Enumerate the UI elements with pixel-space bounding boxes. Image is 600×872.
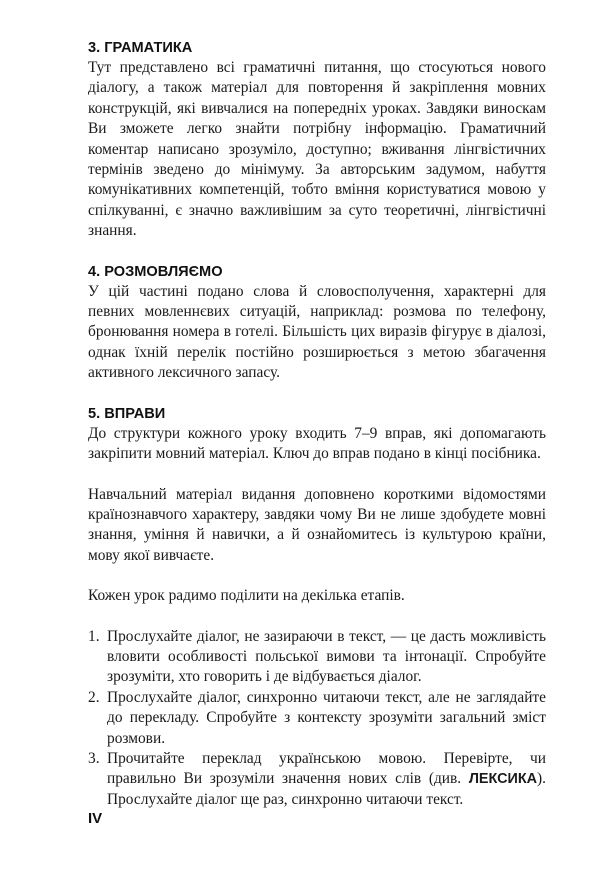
section-exercises [88,404,546,465]
section-grammar [88,38,546,242]
section-conversation [88,262,546,384]
list-item-text-before: Прочитайте переклад українською мовою. Перевірте, чи правильно Ви зрозуміли значення нових слів (див. [107,749,546,788]
culture-paragraph: Навчальний матеріал видання доповнено короткими відомостями країнознавчого характеру, завдяки чому Ви не лише здобудете мовні знання, уміння й навички, а й ознайомитесь із культурою країни, мову якої вивчаєте. [88,485,546,564]
section-heading: 4. РОЗМОВЛЯЄМО [88,263,223,280]
stages-paragraph: Кожен урок радимо поділити на декілька етапів. [88,587,405,605]
list-item-text: Прослухайте діалог, синхронно читаючи текст, але не заглядайте до перекладу. Спробуйте з контексту зрозуміти загальний зміст розмови. [107,688,546,747]
list-item [88,749,546,810]
list-item-number: 3. [88,749,100,767]
steps-list [88,627,546,811]
page-number: IV [88,810,103,827]
list-item-number: 1. [88,627,100,645]
section-heading: 5. ВПРАВИ [88,405,166,422]
section-heading: 3. ГРАМАТИКА [88,40,193,56]
vocabulary-reference: ЛЕКСИКА [468,771,538,788]
section-text: До структури кожного уроку входить 7–9 вправ, які допомагають закріпити мовний матеріал. Ключ до вправ подано в кінці посібника. [88,424,546,463]
section-text: У цій частині подано слова й словосполучення, характерні для певних мовленнєвих ситуацій, наприклад: розмова по телефону, бронювання номера в готелі. Більшість цих виразів фігурує в діалозі, однак їхній перелік постійно розширюється з метою збагачення активного лексичного запасу. [88,282,546,382]
page-content [88,38,546,810]
list-item-number: 2. [88,688,100,706]
section-text: Тут представлено всі граматичні питання, що стосуються нового діалогу, а також матеріал для повторення й закріплення мовних конструкцій, які вивчалися на попередніх уроках. Завдяки виноскам Ви зможете легко знайти потрібну інформацію. Граматичний коментар написано зрозуміло, доступно; вживання лінгвістичних термінів зведено до мінімуму. За авторським задумом, набуття комунікативних компетенцій, тобто вміння користуватися мовою у спілкуванні, є значно важливішим за суто теоретичні, лінгвістичні знання. [88,59,546,240]
list-item-text-after: ). Прослухайте діалог ще раз, синхронно читаючи текст. [107,770,546,808]
list-item [88,627,546,688]
list-item [88,688,546,749]
list-item-text: Прослухайте діалог, не зазираючи в текст, — це дасть можливість вловити особливості польської вимови та інтонації. Спробуйте зрозуміти, хто говорить і де відбувається діалог. [107,627,546,686]
